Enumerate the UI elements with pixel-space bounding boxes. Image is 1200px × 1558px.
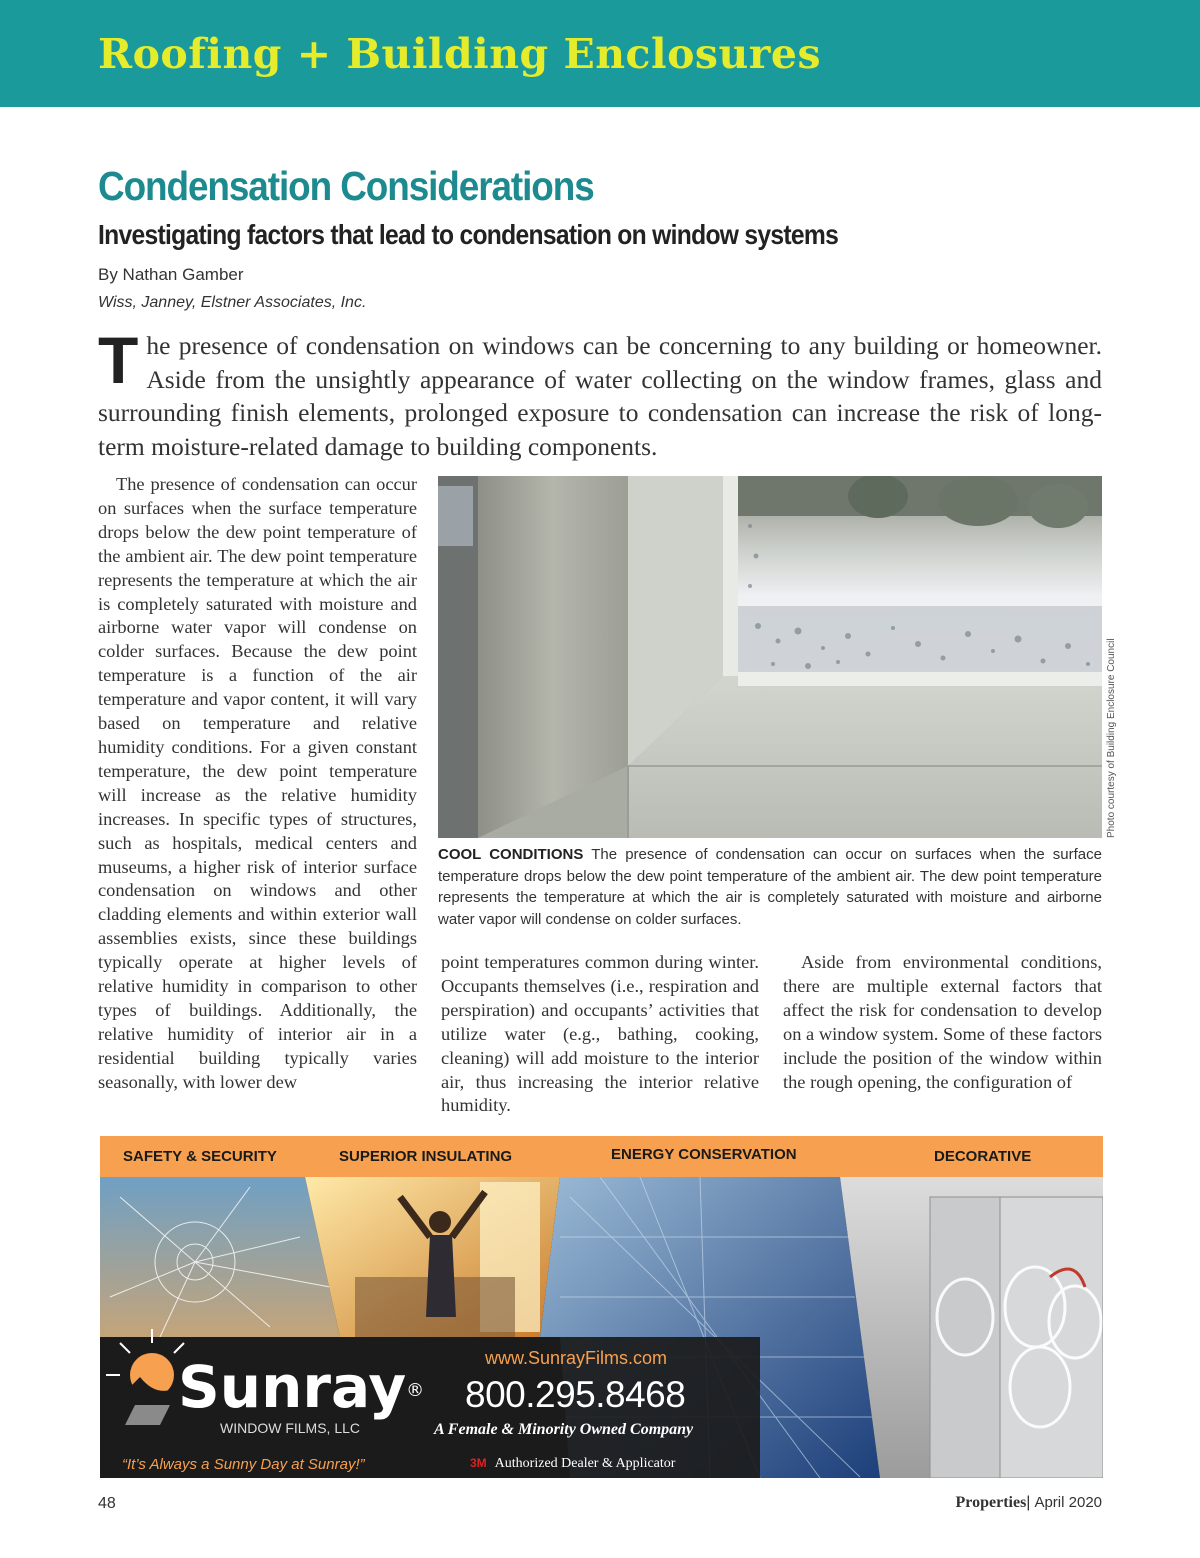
magazine-name: Properties	[955, 1494, 1027, 1511]
photo-credit: Photo courtesy of Building Enclosure Council	[1106, 638, 1117, 838]
ad-category-energy: ENERGY CONSERVATION	[611, 1146, 797, 1163]
sunray-advertisement[interactable]	[100, 1136, 1103, 1478]
intro-text: he presence of condensation on windows can be concerning to any building or homeowner. Aside from the unsightly appearance of water collecting on the window frames, glass and surrounding finish elements, prolonged exposure to condensation can increase the risk of long-term moisture-related damage to building components.	[98, 331, 1102, 461]
3m-badge: 3M	[470, 1456, 487, 1470]
ad-tagline: “It’s Always a Sunny Day at Sunray!”	[122, 1456, 365, 1473]
ad-category-safety: SAFETY & SECURITY	[123, 1148, 277, 1165]
section-title: Roofing + Building Enclosures	[98, 30, 822, 78]
window-condensation-photo	[438, 476, 1102, 838]
footer-separator: |	[1026, 1494, 1031, 1511]
body-column-2: point temperatures common during winter. Occupants themselves (i.e., respiration and perspiration) and occupants’ activities that utilize water (e.g., bathing, cooking, cleaning) will add moisture to the interior air, thus increasing the interior relative humidity.	[441, 952, 759, 1116]
ad-website-link[interactable]: www.SunrayFilms.com	[485, 1348, 668, 1368]
drop-cap: T	[98, 323, 139, 397]
author-affiliation: Wiss, Janney, Elstner Associates, Inc.	[98, 294, 367, 311]
body-column-3: Aside from environmental conditions, there are multiple external factors that affect the risk for condensation to develop on a window system. Some of these factors include the position of the window within the rough opening, the configuration of	[783, 952, 1102, 1092]
article-title: Condensation Considerations	[98, 163, 594, 209]
ad-category-decorative: DECORATIVE	[934, 1148, 1032, 1165]
page-number: 48	[98, 1495, 116, 1512]
ad-brand-name: Sunray®	[178, 1353, 425, 1421]
ad-brand-subtitle: WINDOW FILMS, LLC	[220, 1420, 361, 1436]
registered-mark: ®	[406, 1380, 425, 1401]
body-column-1: The presence of condensation can occur on surfaces when the surface temperature drops below the dew point temperature of the ambient air. The dew point temperature represents the temperature at which the air is completely saturated with moisture and airborne water vapor will condense on colder surfaces. Because the dew point temperature is a function of the air temperature and vapor content, it will vary based on temperature and relative humidity conditions. For a given constant temperature, the dew point temperature will increase as the relative humidity increases. In specific types of structures, such as hospitals, medical centers and museums, a higher risk of interior surface condensation on windows and other cladding elements and within exterior wall assemblies exists, since these buildings typically operate at higher levels of relative humidity in comparison to other types of buildings. Additionally, the relative humidity of interior air in a residential building typically varies seasonally, with lower dew	[98, 474, 417, 1092]
ad-ownership: A Female & Minority Owned Company	[434, 1421, 694, 1438]
ad-dealer-line	[470, 1454, 675, 1472]
footer-publication	[956, 1494, 1103, 1512]
ad-category-bar	[100, 1136, 1103, 1177]
ad-phone-number[interactable]: 800.295.8468	[465, 1374, 686, 1415]
ad-category-insulating: SUPERIOR INSULATING	[339, 1148, 513, 1165]
byline: By Nathan Gamber	[98, 265, 244, 284]
section-banner	[0, 0, 1200, 107]
caption-lead: COOL CONDITIONS	[438, 846, 584, 863]
intro-paragraph	[98, 323, 1102, 463]
ad-dealer-text: Authorized Dealer & Applicator	[494, 1456, 676, 1471]
article-subtitle: Investigating factors that lead to condensation on window systems	[98, 219, 839, 250]
issue-date: April 2020	[1034, 1494, 1102, 1511]
photo-caption	[438, 844, 1102, 930]
broken-glass-image	[100, 1177, 340, 1337]
caption-text: The presence of condensation can occur on surfaces when the surface temperature drops below the dew point temperature of the ambient air. The dew point temperature represents the temperature at which the air is completely saturated with moisture and airborne water vapor will condense on colder surfaces.	[438, 846, 1102, 928]
